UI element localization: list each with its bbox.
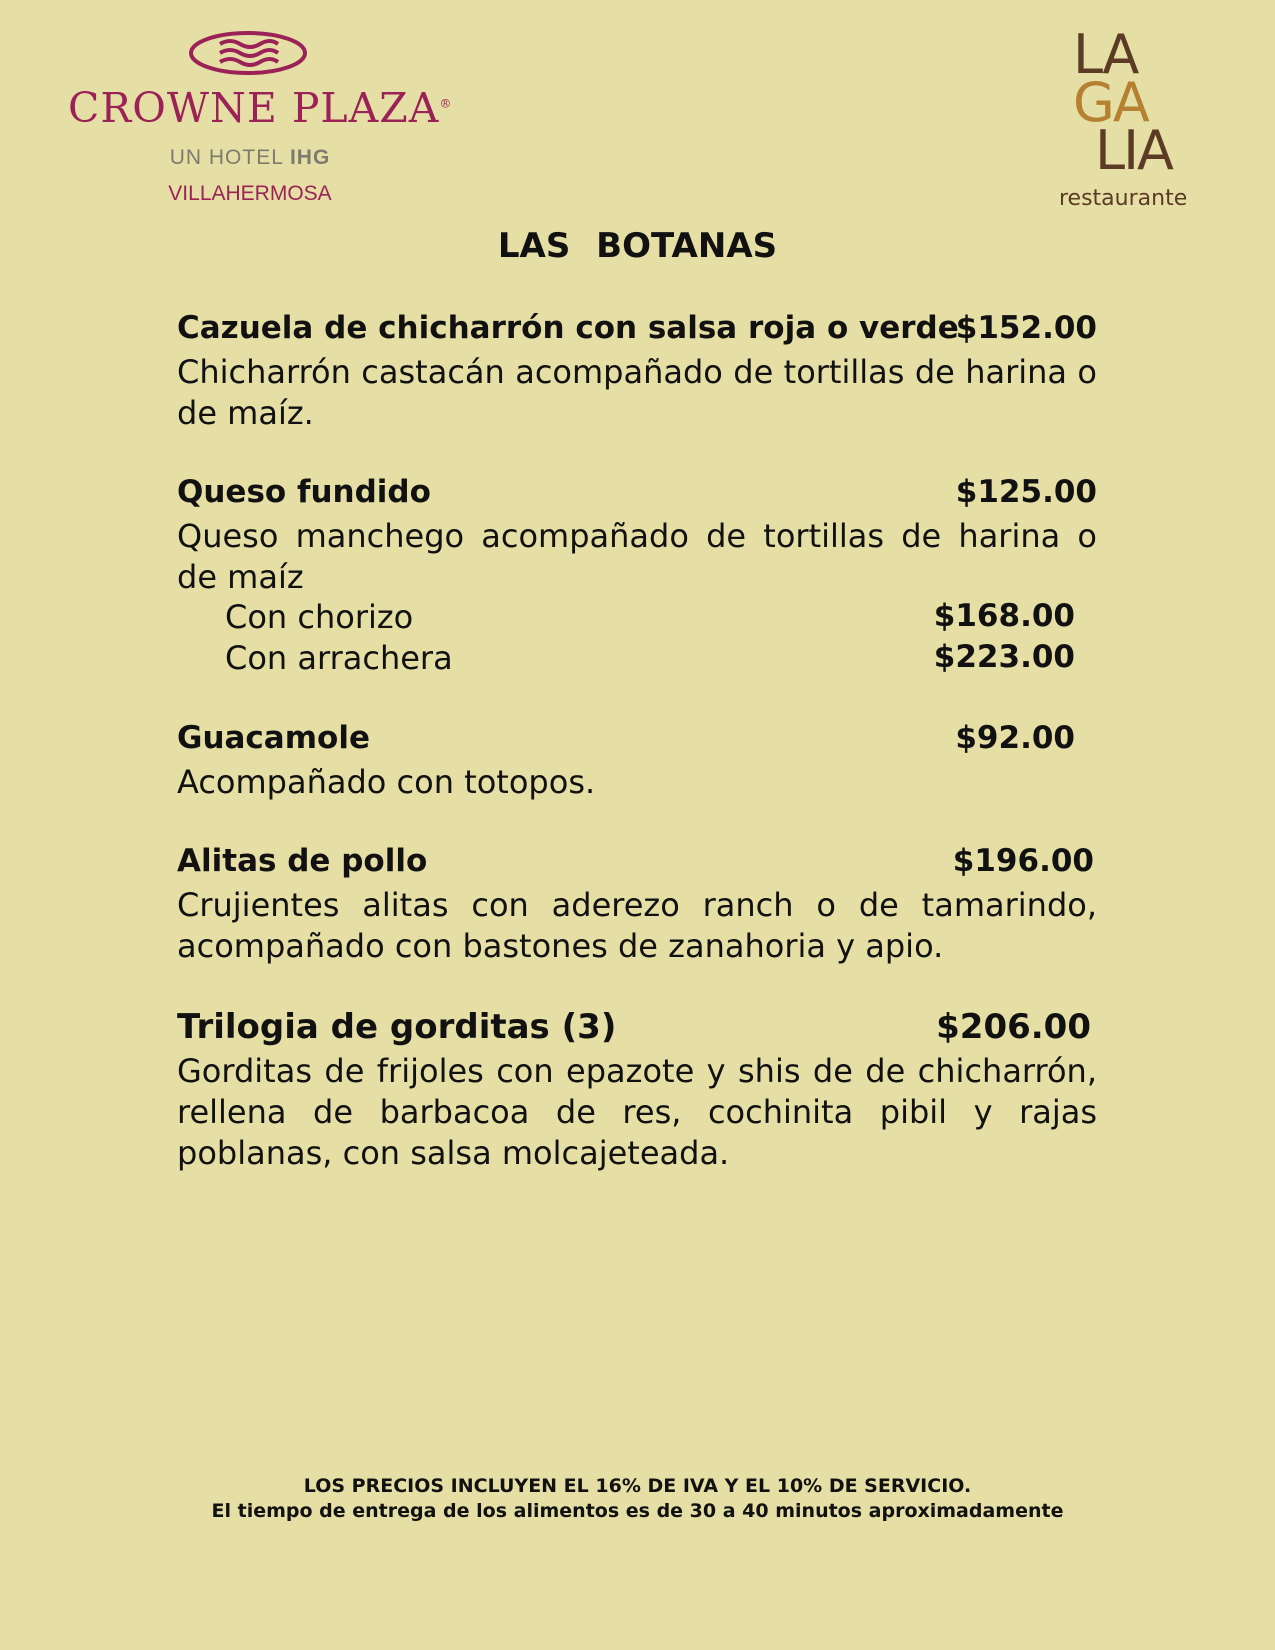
la-galia-line-1: LA <box>1073 23 1138 86</box>
crowne-plaza-waves-icon <box>188 30 308 76</box>
menu-item <box>177 1007 1097 1174</box>
item-description: Chicharrón castacán acompañado de tortillas de harina o de maíz. <box>177 353 1097 432</box>
la-galia-subtitle: restaurante <box>1059 186 1188 211</box>
item-name: Cazuela de chicharrón con salsa roja o verde <box>177 310 959 346</box>
crowne-plaza-name: CROWNE PLAZA® <box>68 84 453 132</box>
item-price: $125.00 <box>955 474 1097 510</box>
la-galia-line-3: LIA <box>1095 119 1172 182</box>
variant-name: Con arrachera <box>225 639 453 677</box>
item-name: Alitas de pollo <box>177 843 428 879</box>
item-variant <box>177 598 1097 639</box>
item-name: Queso fundido <box>177 474 431 510</box>
footer-note <box>0 1474 1275 1524</box>
la-galia-line-2: GA <box>1073 71 1148 134</box>
item-name: Guacamole <box>177 720 370 756</box>
variant-name: Con chorizo <box>225 598 414 636</box>
menu-item <box>177 843 1097 967</box>
item-description: Acompañado con totopos. <box>177 763 596 801</box>
crowne-plaza-logo <box>60 26 453 216</box>
menu-item <box>177 474 1097 680</box>
menu-item <box>177 310 1097 434</box>
menu-item <box>177 720 1097 803</box>
variant-price: $223.00 <box>933 639 1075 675</box>
item-description: Queso manchego acompañado de tortillas de harina o de maíz <box>177 517 1097 596</box>
la-galia-logo <box>1045 23 1225 218</box>
item-name: Trilogia de gorditas (3) <box>177 1007 617 1047</box>
footer-delivery-note: El tiempo de entrega de los alimentos es de 30 a 40 minutos aproximadamente <box>211 1500 1064 1522</box>
item-price: $152.00 <box>955 310 1097 346</box>
crowne-plaza-subline: UN HOTEL IHG <box>169 146 331 169</box>
item-description: Gorditas de frijoles con epazote y shis de de chicharrón, rellena de barbacoa de res, cochinita pibil y rajas poblanas, con salsa molcajeteada. <box>177 1052 1097 1172</box>
menu-items <box>177 310 1097 1214</box>
item-price: $196.00 <box>952 843 1094 879</box>
variant-price: $168.00 <box>933 598 1075 634</box>
section-title: LAS BOTANAS <box>497 226 778 266</box>
item-description: Crujientes alitas con aderezo ranch o de tamarindo, acompañado con bastones de zanahoria y apio. <box>177 886 1097 965</box>
footer-tax-note: LOS PRECIOS INCLUYEN EL 16% DE IVA Y EL 10% DE SERVICIO. <box>303 1475 972 1497</box>
crowne-plaza-city: VILLAHERMOSA <box>168 182 332 205</box>
item-variant <box>177 639 1097 680</box>
item-price: $206.00 <box>936 1007 1091 1047</box>
item-price: $92.00 <box>955 720 1075 756</box>
